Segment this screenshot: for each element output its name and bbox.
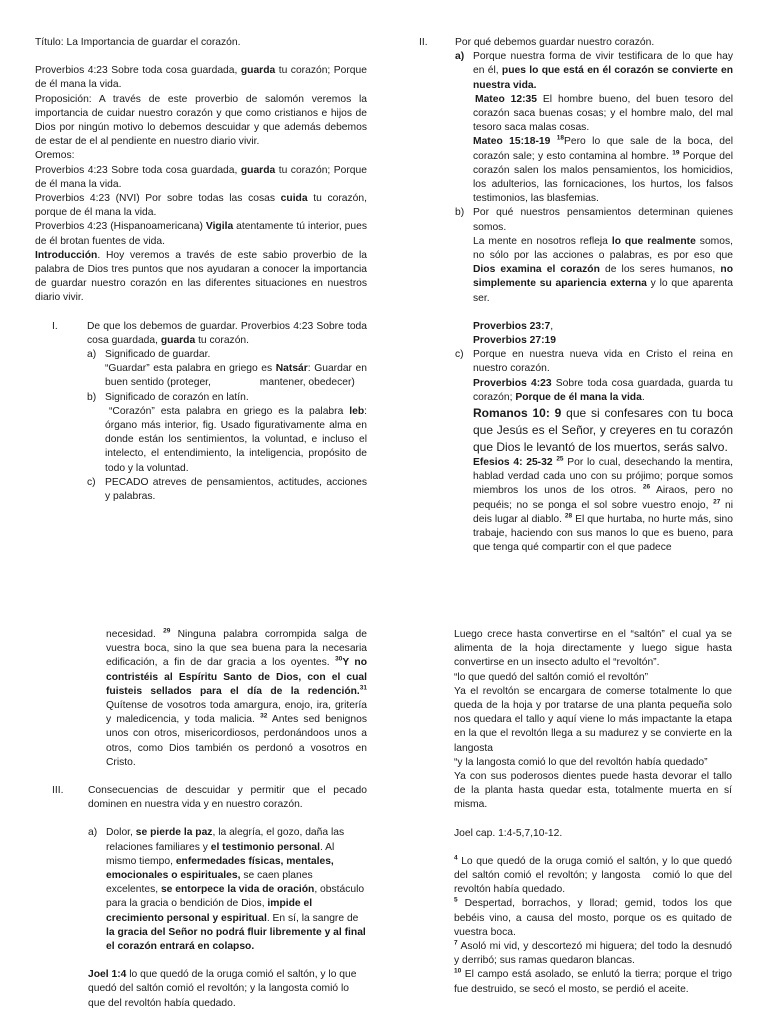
proposition: Proposición: A través de este proverbio de salomón veremos la importancia de cuidar nuestro corazón y que como cristianos e hijos de Dios por ningún motivo lo debemos descuidar y que además debemos de estar de el al pendiente en nuestro diario vivir. [35, 93, 367, 148]
list-item: c) Porque en nuestra nueva vida en Cristo el reina en nuestro corazón. Proverbios 4:23 Sobre toda cosa guardada, guarda tu corazón; Porque de él mana la vida. Romanos 10: 9 que si confesares con tu boca que Jesús es el Señor, y creyeres en tu corazón que Dios le levantó de los muertos, serás salvo. Efesios 4: 25-32 $^{25}$ Por lo cual, desechando la mentira, hablad verdad cada uno con su prójimo; porque somos miembros los unos de los otros. $^{26}$ Airaos, pero no pequéis; no se ponga el sol sobre vuestro enojo, $^{27}$ ni deis lugar al diablo. $^{28}$ El que hurtaba, no hurte más, sino trabaje, haciendo con sus manos lo que es bueno, para que tenga qué compartir con el que padece [455, 348, 733, 555]
quote: “y la langosta comió lo que del revoltón había quedado” [454, 756, 708, 768]
introduction: Introducción. Hoy veremos a través de este sabio proverbio de la palabra de Dios tres puntos que nos ayudaran a conocer la importancia de guardar nuestro corazón en las diferentes situaciones en nuestros diario vivir. [35, 249, 367, 304]
section-heading: De que los debemos de guardar. Proverbios 4:23 Sobre toda cosa guardada, guarda tu corazón. [87, 320, 367, 346]
list-item: c) PECADO atreves de pensamientos, actitudes, acciones y palabras. [87, 476, 367, 503]
document-title: Título: La Importancia de guardar el corazón. [35, 37, 241, 48]
paragraph: Luego crece hasta convertirse en el “saltón” el cual ya se alimenta de la hoja directamente y luego sigue hasta convertirse en un insecto adulto el “revoltón”. [454, 629, 732, 669]
chapter-reference: Joel cap. 1:4-5,7,10-12. [454, 827, 563, 839]
list-item: a) Dolor, se pierde la paz, la alegría, el gozo, daña las relaciones familiares y el testimonio personal. Al mismo tiempo, enfermedades físicas, mentales, emocionales o espirituales, se caen planes excelentes, se entorpece la vida de oración, obstáculo para la gracia o bendición de Dios, impide el crecimiento personal y espiritual. En sí, la sangre de la gracia del Señor no podrá fluir libremente y al final el corazón entrará en colapso. [88, 827, 366, 953]
quote: “lo que quedó del saltón comió el revoltón” [454, 671, 649, 683]
bottom-left-column [52, 628, 367, 1011]
verse-mateo-12-35: Mateo 12:35 El hombre bueno, del buen tesoro del corazón saca buenas cosas; y el hombre malo, del mal tesoro saca malas cosas. [473, 93, 733, 134]
section-number: III. [52, 785, 64, 797]
verse-nvi: Proverbios 4:23 (NVI) Por sobre todas las cosas cuida tu corazón, porque de él mana la vida. [35, 193, 367, 219]
verse-rv: Proverbios 4:23 Sobre toda cosa guardada, guarda tu corazón; Porque de él mana la vida. [35, 164, 367, 190]
section-heading: Por qué debemos guardar nuestro corazón. [455, 37, 655, 48]
verse-efesios: Efesios 4: 25-32 $^{25}$ Por lo cual, desechando la mentira, hablad verdad cada uno con su prójimo; porque somos miembros los unos de los otros. $^{26}$ Airaos, pero no pequéis; no se ponga el sol sobre vuestro enojo, $^{27}$ ni deis lugar al diablo. $^{28}$ El que hurtaba, no hurte más, sino trabaje, haciendo con sus manos lo que es bueno, para que tenga qué compartir con el que padece [473, 455, 733, 554]
section-one [35, 320, 367, 505]
verse-joel-1-4: Joel 1:4 lo que quedó de la oruga comió el saltón, y lo que quedó del saltón comió el revoltón; y la langosta comió lo que del revoltón había quedado. [88, 969, 357, 1009]
verse-joel-4: $^4$ Lo que quedó de la oruga comió el saltón, y lo que quedó del saltón comió el revoltón; y langosta comió lo que del revoltón había quedado. [454, 854, 733, 896]
section-number: I. [52, 320, 58, 332]
key-verse: Proverbios 4:23 Sobre toda cosa guardada, guarda tu corazón; Porque de él mana la vida. [35, 65, 367, 91]
verse-efesios-continued: necesidad. $^{29}$ Ninguna palabra corrompida salga de vuestra boca, sino la que sea buena para la necesaria edificación, a fin de dar gracia a los oyentes. $^{30}$Y no contristéis al Espíritu Santo de Dios, con el cual fuisteis sellados para el día de la redención.$^{31}$ Quítense de vosotros toda amargura, enojo, ira, gritería y maledicencia, y toda malicia. $^{32}$ Antes sed benignos unos con otros, misericordiosos, perdonándoos unos a otros, como Dios también os perdonó a vosotros en Cristo. [106, 627, 368, 768]
list-item: a) Porque nuestra forma de vivir testificara de lo que hay en él, pues lo que está en él corazón se convierte en nuestra vida. Mateo 12:35 El hombre bueno, del buen tesoro del corazón saca buenas cosas; y el hombre malo, del mal tesoro saca malas cosas. Mateo 15:18-19 $^{18}$Pero lo que sale de la boca, del corazón sale; y esto contamina al hombre. $^{19}$ Porque del corazón salen los malos pensamientos, los homicidios, los adulterios, las fornicaciones, los hurtos, los falsos testimonios, las blasfemias. [455, 50, 733, 206]
bottom-right-column [454, 628, 732, 997]
top-right-column [419, 36, 733, 556]
section-heading: Consecuencias de descuidar y permitir que el pecado dominen en nuestra vida y en nuestro corazón. [88, 785, 367, 811]
section-three [52, 784, 367, 1011]
verse-romanos: Romanos 10: 9 que si confesares con tu boca que Jesús es el Señor, y creyeres en tu corazón que Dios le levantó de los muertos, serás salvo. [473, 406, 733, 455]
reference: Proverbios 23:7, [473, 320, 554, 332]
paragraph: Ya con sus poderosos dientes puede hasta devorar el tallo de la planta hasta quedar esta, totalmente muerta en sí misma. [454, 771, 732, 811]
verse-joel-7: $^7$ Asoló mi vid, y descortezó mi higuera; del todo la desnudó y derribó; sus ramas quedaron blancas. [454, 939, 732, 967]
top-left-column [35, 36, 367, 504]
list-item: b) Significado de corazón en latín. “Corazón” esta palabra en griego es la palabra leb: órgano más interior, fig. Usado figurativamente alma en donde están los sentimientos, la voluntad, e incluso el intelecto, el entendimiento, la inteligencia, propósito de todo y la voluntad. [87, 391, 367, 474]
section-two [419, 36, 733, 556]
verse-mateo-15-18: Mateo 15:18-19 $^{18}$Pero lo que sale de la boca, del corazón sale; y esto contamina al hombre. $^{19}$ Porque del corazón salen los malos pensamientos, los homicidios, los adulterios, las fornicaciones, los hurtos, los falsos testimonios, las blasfemias. [473, 135, 734, 205]
paragraph: Ya el revoltón se encargara de comerse totalmente lo que queda de la hoja y por tratarse de una planta pequeña solo nos quedara el tallo y aquí viene lo más impactante la etapa en la que el revoltón llega a su madurez y se convierte en la langosta [454, 685, 732, 754]
reference: Proverbios 27:19 [473, 335, 556, 347]
section-number: II. [419, 37, 428, 48]
verse-joel-10: $^{10}$ El campo está asolado, se enlutó la tierra; porque el trigo fue destruido, se secó el mosto, se perdió el aceite. [454, 968, 732, 995]
prayer-label: Oremos: [35, 150, 75, 162]
verse-hispano: Proverbios 4:23 (Hispanoamericana) Vigila atentamente tú interior, pues de él brotan fuentes de vida. [35, 221, 367, 247]
list-item: b) Por qué nuestros pensamientos determinan quienes somos. La mente en nosotros refleja lo que realmente somos, no sólo por las acciones o palabras, es por eso que Dios examina el corazón de los seres humanos, no simplemente su apariencia externa y lo que aparenta ser. Proverbios 23:7, Proverbios 27:19 [455, 206, 733, 348]
verse-joel-5: $^5$ Despertad, borrachos, y llorad; gemid, todos los que bebéis vino, a causa del mosto, porque os es quitado de vuestra boca. [454, 897, 732, 938]
list-item: a) Significado de guardar. “Guardar” esta palabra en griego es Natsár: Guardar en buen sentido (proteger, mantener, obedecer) [87, 349, 367, 389]
